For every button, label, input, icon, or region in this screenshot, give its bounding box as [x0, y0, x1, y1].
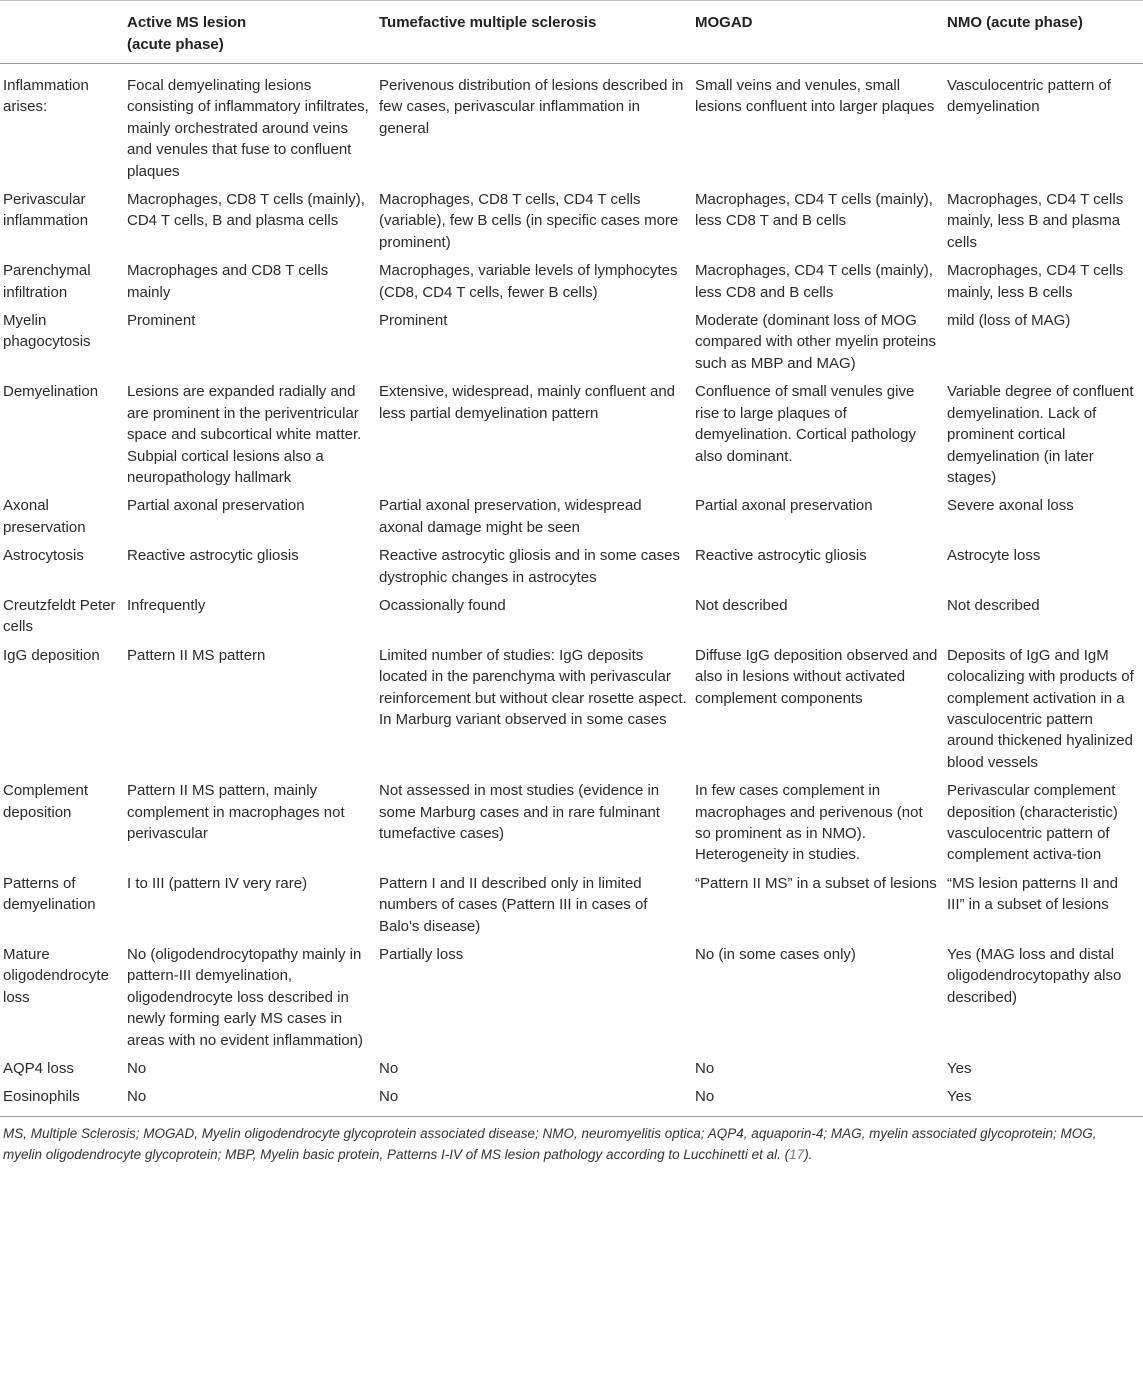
table-cell: Severe axonal loss	[947, 497, 1074, 515]
table-cell: Macrophages, CD4 T cells mainly, less B and plasma cells	[947, 191, 1124, 251]
table-cell: Diffuse IgG deposition observed and also in lesions without activated complement components	[695, 646, 938, 707]
table-cell: Prominent	[379, 312, 448, 330]
table-header	[0, 1, 1143, 64]
table-cell: Macrophages and CD8 T cells mainly	[127, 262, 329, 301]
row-label: Astrocytosis	[3, 547, 84, 565]
table-cell: Partial axonal preservation, widespread axonal damage might be seen	[379, 497, 642, 536]
table-cell: Vasculocentric pattern of demyelination	[947, 77, 1111, 116]
table-row	[0, 1055, 1143, 1083]
table-cell: Reactive astrocytic gliosis	[127, 547, 299, 565]
table-cell: No	[127, 1060, 147, 1078]
table-row	[0, 492, 1143, 542]
table-cell: Not described	[695, 596, 788, 614]
table-cell: Yes (MAG loss and distal oligodendrocytopathy also described)	[947, 946, 1122, 1006]
table-body	[0, 64, 1143, 1117]
table-cell: Small veins and venules, small lesions confluent into larger plaques	[695, 77, 935, 116]
table-cell: No	[692, 1083, 944, 1116]
table-row	[0, 870, 1143, 941]
table-cell: Confluence of small venules give rise to large plaques of demyelination. Cortical pathology also dominant.	[695, 383, 916, 465]
table-cell: Prominent	[127, 312, 196, 330]
table-cell: Deposits of IgG and IgM colocalizing with products of complement activation in a vasculocentric pattern around thickened hyalinized blood vessels	[947, 646, 1134, 771]
table-cell: Partial axonal preservation	[127, 497, 305, 515]
table-cell: Pattern I and II described only in limited numbers of cases (Pattern III in cases of Balo's disease)	[379, 874, 648, 935]
row-label: Parenchymal infiltration	[3, 262, 91, 301]
footnote-ref-link[interactable]: 17	[789, 1146, 805, 1162]
table-cell: Pattern II MS pattern, mainly complement in macrophages not perivascular	[127, 782, 345, 842]
table-cell: Perivascular complement deposition (characteristic) vasculocentric pattern of complement activa-tion	[947, 782, 1118, 864]
row-label: Creutzfeldt Peter cells	[3, 596, 116, 636]
row-label: Patterns of demyelination	[3, 874, 96, 914]
table-cell: Macrophages, CD8 T cells (mainly), CD4 T cells, B and plasma cells	[127, 191, 365, 230]
table-cell: Partially loss	[379, 946, 464, 964]
table-cell: No	[376, 1083, 692, 1116]
row-label: Inflammation arises:	[3, 77, 89, 116]
table-cell: In few cases complement in macrophages and perivenous (not so prominent as in NMO). Heterogeneity in studies.	[695, 782, 923, 864]
header-row	[0, 1, 1143, 64]
table-cell: Extensive, widespread, mainly confluent and less partial demyelination pattern	[379, 383, 676, 422]
table-cell: I to III (pattern IV very rare)	[127, 874, 308, 892]
column-header: Active MS lesion (acute phase)	[124, 1, 376, 64]
table-cell: Infrequently	[127, 596, 206, 614]
row-label: Axonal preservation	[3, 497, 86, 536]
table-row	[0, 257, 1143, 307]
table-row	[0, 542, 1143, 592]
table-cell: Pattern II MS pattern	[127, 646, 266, 664]
row-label: Myelin phagocytosis	[3, 312, 91, 351]
table-row	[0, 941, 1143, 1055]
table-cell: Not described	[947, 596, 1040, 614]
table-cell: No	[379, 1060, 399, 1078]
table-row	[0, 378, 1143, 492]
table-cell: Macrophages, CD4 T cells mainly, less B cells	[947, 262, 1124, 301]
table-cell: No	[124, 1083, 376, 1116]
table-cell: No (oligodendrocytopathy mainly in pattern-III demyelination, oligodendrocyte loss described in newly forming early MS cases in areas with no evident inflammation)	[127, 946, 363, 1049]
table-cell: Lesions are expanded radially and are prominent in the periventricular space and subcortical white matter. Subpial cortical lesions also a neuropathology hallmark	[127, 383, 362, 486]
table-cell: Macrophages, CD4 T cells (mainly), less CD8 and B cells	[695, 262, 933, 301]
table-row	[0, 777, 1143, 870]
table-cell: No (in some cases only)	[695, 946, 856, 964]
table-cell: mild (loss of MAG)	[947, 312, 1071, 330]
table-cell: “Pattern II MS” in a subset of lesions	[695, 874, 937, 892]
table-row	[0, 642, 1143, 777]
footnote-end: ).	[804, 1146, 813, 1162]
table-cell: Perivenous distribution of lesions described in few cases, perivascular inflammation in general	[379, 77, 684, 137]
table-footnote	[0, 1117, 1143, 1165]
table-cell: “MS lesion patterns II and III” in a subset of lesions	[947, 874, 1118, 914]
table-row	[0, 307, 1143, 378]
column-header: NMO (acute phase)	[944, 1, 1143, 64]
table-cell: Ocassionally found	[379, 596, 506, 614]
table-cell: Macrophages, CD8 T cells, CD4 T cells (variable), few B cells (in specific cases more prominent)	[379, 191, 679, 251]
column-header: MOGAD	[692, 1, 944, 64]
table-row	[0, 64, 1143, 187]
row-label: Demyelination	[3, 383, 99, 401]
table-cell: Astrocyte loss	[947, 547, 1041, 565]
row-label: Mature oligodendrocyte loss	[3, 946, 109, 1006]
footnote-text: MS, Multiple Sclerosis; MOGAD, Myelin oligodendrocyte glycoprotein associated disease; NMO, neuromyelitis optica; AQP4, aquaporin-4; MAG, myelin associated glycoprotein; MOG, myelin oligodendrocyte glycoprotein; MBP, Myelin basic protein, Patterns I-IV of MS lesion pathology according to Lucchinetti et al. (	[3, 1125, 1097, 1162]
table-cell: Reactive astrocytic gliosis	[695, 547, 867, 565]
table-row	[0, 186, 1143, 257]
column-header	[0, 1, 124, 64]
table-cell: Focal demyelinating lesions consisting of inflammatory infiltrates, mainly orchestrated around veins and venules that fuse to confluent plaques	[127, 77, 369, 180]
table-row	[0, 1083, 1143, 1116]
table-cell: Yes	[944, 1083, 1143, 1116]
row-label: Eosinophils	[0, 1083, 124, 1116]
row-label: Perivascular inflammation	[3, 191, 89, 230]
row-label: Complement deposition	[3, 782, 89, 821]
table-cell: No	[695, 1060, 715, 1078]
table-cell: Limited number of studies: IgG deposits located in the parenchyma with perivascular reinforcement but without clear rosette aspect. In Marburg variant observed in some cases	[379, 646, 687, 728]
table-cell: Yes	[947, 1060, 972, 1078]
row-label: AQP4 loss	[3, 1060, 74, 1078]
table-cell: Macrophages, CD4 T cells (mainly), less CD8 T and B cells	[695, 191, 933, 230]
table-cell: Macrophages, variable levels of lymphocytes (CD8, CD4 T cells, fewer B cells)	[379, 262, 678, 301]
column-header: Tumefactive multiple sclerosis	[376, 1, 692, 64]
table-cell: Reactive astrocytic gliosis and in some cases dystrophic changes in astrocytes	[379, 547, 680, 586]
row-label: IgG deposition	[3, 646, 100, 664]
table-cell: Variable degree of confluent demyelination. Lack of prominent cortical demyelination (in later stages)	[947, 383, 1134, 486]
table-cell: Moderate (dominant loss of MOG compared with other myelin proteins such as MBP and MAG)	[695, 312, 936, 372]
table-cell: Partial axonal preservation	[695, 497, 873, 515]
table-row	[0, 592, 1143, 642]
table-cell: Not assessed in most studies (evidence in some Marburg cases and in rare fulminant tumefactive cases)	[379, 782, 660, 842]
